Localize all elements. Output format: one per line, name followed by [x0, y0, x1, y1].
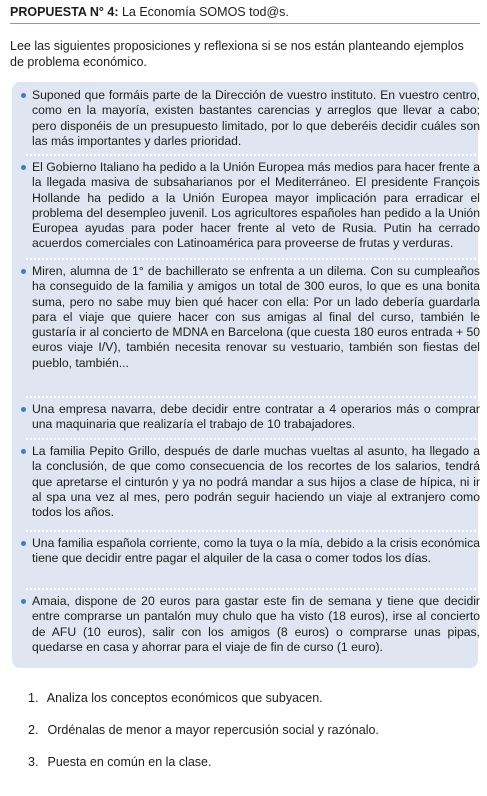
dotted-separator	[26, 258, 487, 260]
proposal-item	[32, 402, 480, 433]
proposal-item-text: El Gobierno Italiano ha pedido a la Unión Europea más medios para hacer frente a la llegada masiva de subsaharianos por el Mediterráneo. El presidente François Hollande ha pedido a la Unión Europea mayor implicación para erradicar el problema del desempleo juvenil. Los agricultores españoles han pedido a la Unión Europea ayudas para poder hacer frente al veto de Rusia. Putin ha cerrado acuerdos comerciales con Latinoamérica para proveerse de frutas y verduras.	[32, 160, 480, 251]
question-number: 3.	[28, 755, 39, 769]
proposal-item-text: Una empresa navarra, debe decidir entre contratar a 4 operarios más o comprar una maquinaria que realizaría el trabajo de 10 trabajadores.	[32, 402, 480, 432]
dotted-separator	[26, 154, 487, 156]
proposal-item	[32, 444, 480, 520]
proposal-item	[32, 160, 480, 252]
question-item	[28, 754, 211, 770]
proposal-item-text: Suponed que formáis parte de la Dirección de vuestro instituto. En vuestro centro, como en la mayoría, existen bastantes carencias y arreglos que llevar a cabo; pero disponéis de un presupuesto limitado, por lo que deberéis decidir cuáles son las más importantes y darles prioridad.	[32, 88, 480, 148]
dotted-separator	[26, 530, 487, 532]
question-number: 2.	[28, 723, 39, 737]
dotted-separator	[26, 438, 487, 440]
proposal-header	[10, 4, 480, 24]
bullet-icon	[21, 269, 26, 274]
proposal-number: PROPUESTA N° 4:	[10, 5, 119, 19]
proposal-item	[32, 536, 480, 567]
proposal-item	[32, 594, 480, 655]
bullet-icon	[21, 165, 26, 170]
question-text: Ordénalas de menor a mayor repercusión social y razónalo.	[47, 723, 379, 737]
instructions-text: Lee las siguientes proposiciones y reflexiona si se nos están planteando ejemplos de problema económico.	[10, 39, 464, 69]
proposal-item-text: La familia Pepito Grillo, después de darle muchas vueltas al asunto, ha llegado a la conclusión, de que como consecuencia de los recortes de los salarios, tendrá que apretarse el cinturón y ya no podrá mandar a sus hijos a clase de hípica, ni ir al spa una vez al mes, pero podrán seguir haciendo un viaje al extranjero como todos los años.	[32, 444, 480, 520]
proposals-box	[12, 82, 478, 668]
dotted-separator	[26, 396, 487, 398]
proposal-item	[32, 264, 480, 371]
proposal-item-text: Miren, alumna de 1° de bachillerato se enfrenta a un dilema. Con su cumpleaños ha conseguido de la familia y amigos un total de 300 euros, lo que es una bonita suma, pero no sabe muy bien qué hacer con ella: Por un lado debería guardarla para el viaje que quiere hacer con sus amigas al final del curso, también le gustaría ir al concierto de MDNA en Barcelona (que cuesta 180 euros entrada + 50 euros viaje I/V), también necesita renovar su vestuario, también son fiestas del pueblo, también...	[32, 264, 480, 370]
question-number: 1.	[28, 691, 39, 705]
bullet-icon	[21, 599, 26, 604]
question-item	[28, 690, 323, 706]
proposal-item-text: Amaia, dispone de 20 euros para gastar este fin de semana y tiene que decidir entre comprarse un pantalón muy chulo que ha visto (18 euros), irse al concierto de AFU (10 euros), salir con los amigos (8 euros) o comprarse unas pipas, quedarse en casa y ahorrar para el viaje de fin de curso (1 euro).	[32, 594, 480, 654]
proposal-title: La Economía SOMOS tod@s.	[121, 5, 289, 19]
proposal-item-text: Una familia española corriente, como la tuya o la mía, debido a la crisis económica tiene que decidir entre pagar el alquiler de la casa o comer todos los días.	[32, 536, 480, 566]
question-text: Analiza los conceptos económicos que subyacen.	[46, 691, 323, 705]
bullet-icon	[21, 449, 26, 454]
bullet-icon	[21, 93, 26, 98]
proposal-item	[32, 88, 480, 149]
question-item	[28, 722, 379, 738]
question-text: Puesta en común en la clase.	[47, 755, 212, 769]
dotted-separator	[26, 588, 487, 590]
bullet-icon	[21, 407, 26, 412]
bullet-icon	[21, 541, 26, 546]
